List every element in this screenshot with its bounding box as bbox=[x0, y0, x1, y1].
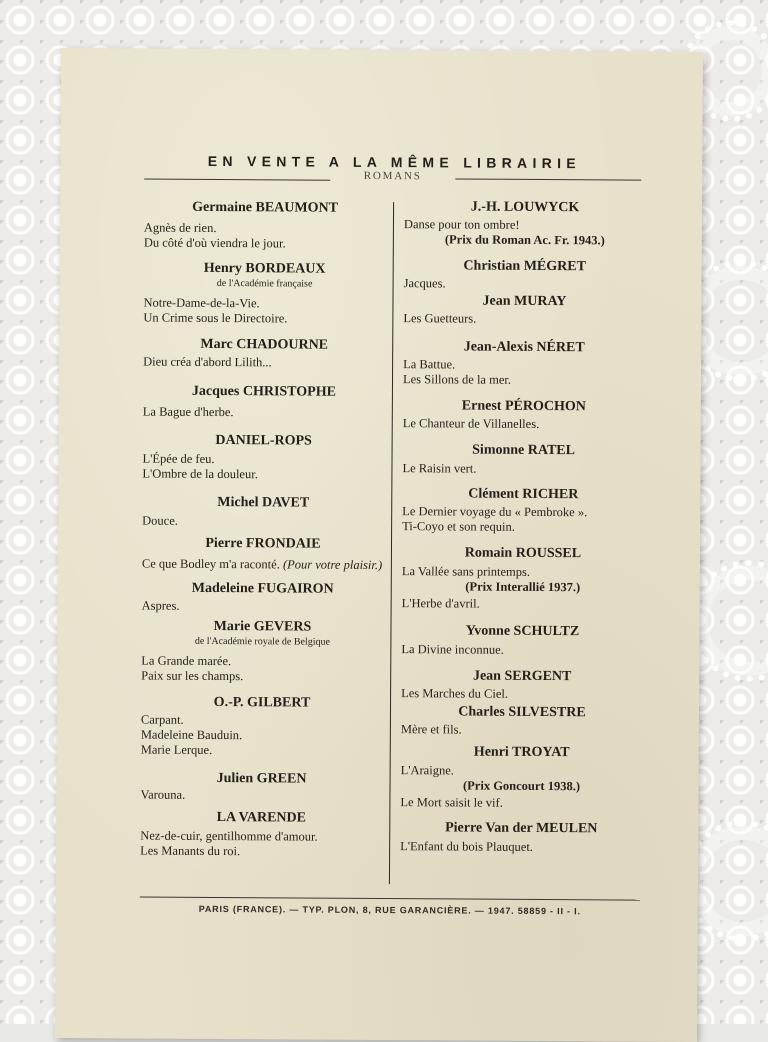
book-title: Notre-Dame-de-la-Vie. bbox=[143, 295, 260, 311]
book-entry bbox=[142, 432, 384, 483]
book-title: La Vallée sans printemps. bbox=[401, 564, 531, 579]
prize-note: (Prix Interallié 1937.) bbox=[465, 579, 581, 595]
book-back-cover bbox=[55, 48, 703, 1042]
book-title: La Battue. bbox=[403, 357, 456, 372]
printer-imprint: PARIS (FRANCE). — TYP. PLON, 8, RUE GARANCIÈRE. — 1947. 58859 - II - I. bbox=[198, 903, 581, 917]
right-book-list bbox=[400, 200, 646, 855]
book-title: Les Guetteurs. bbox=[403, 311, 477, 326]
book-title: L'Enfant du bois Plauquet. bbox=[400, 839, 533, 854]
book-title: La Bague d'herbe. bbox=[142, 404, 234, 420]
book-title-text: Ce que Bodley m'a raconté. bbox=[141, 556, 280, 572]
book-title: Le Mort saisit le vif. bbox=[400, 795, 503, 810]
book-entry bbox=[142, 580, 384, 615]
book-entry bbox=[401, 622, 643, 658]
book-entry bbox=[403, 292, 645, 327]
book-title: L'Ombre de la douleur. bbox=[142, 466, 258, 482]
author-name: Madeleine FUGAIRON bbox=[191, 580, 334, 597]
author-name: Jean-Alexis NÉRET bbox=[463, 339, 585, 356]
author-name: Romain ROUSSEL bbox=[464, 545, 582, 562]
author-name: Germaine BEAUMONT bbox=[192, 199, 339, 216]
book-entry bbox=[400, 743, 642, 811]
author-name: Charles SILVESTRE bbox=[458, 704, 586, 721]
book-title: Marie Lerque. bbox=[140, 742, 213, 757]
book-entry bbox=[141, 694, 383, 759]
book-title: Le Raisin vert. bbox=[402, 461, 477, 476]
book-title: Nez-de-cuir, gentilhomme d'amour. bbox=[140, 828, 318, 844]
book-entry bbox=[403, 338, 645, 388]
book-title: Agnès de rien. bbox=[143, 220, 217, 236]
book-title: La Divine inconnue. bbox=[401, 642, 504, 657]
author-affiliation: de l'Académie royale de Belgique bbox=[194, 635, 330, 648]
book-entry bbox=[402, 441, 644, 477]
book-title: Mère et fils. bbox=[400, 722, 462, 737]
book-entry bbox=[400, 819, 642, 855]
author-name: Jean SERGENT bbox=[472, 668, 572, 685]
author-name: Michel DAVET bbox=[217, 495, 310, 511]
author-name: Marc CHADOURNE bbox=[200, 336, 329, 353]
book-entry bbox=[404, 257, 646, 292]
author-name: Pierre FRONDAIE bbox=[205, 535, 321, 552]
book-title: Aspres. bbox=[141, 598, 180, 613]
author-name: Pierre Van der MEULEN bbox=[445, 820, 598, 837]
book-italic-note: (Pour votre plaisir.) bbox=[282, 557, 383, 573]
book-title bbox=[142, 557, 384, 573]
book-title: Du côté d'où viendra le jour. bbox=[143, 235, 286, 251]
author-name: Julien GREEN bbox=[216, 771, 307, 787]
book-entry bbox=[140, 770, 382, 804]
author-name: Henry BORDEAUX bbox=[203, 260, 326, 277]
book-entry bbox=[140, 809, 382, 860]
author-affiliation: de l'Académie française bbox=[216, 278, 313, 290]
author-name: Ernest PÉROCHON bbox=[461, 398, 586, 415]
book-entry bbox=[143, 383, 385, 421]
prize-note: (Prix du Roman Ac. Fr. 1943.) bbox=[444, 232, 605, 248]
book-title: Carpant. bbox=[140, 712, 184, 727]
column-divider bbox=[389, 202, 394, 884]
book-title: Le Dernier voyage du « Pembroke ». bbox=[402, 504, 588, 520]
author-name: Jean MURAY bbox=[482, 293, 567, 310]
book-title: Varouna. bbox=[140, 787, 186, 802]
page-subheader: ROMANS bbox=[363, 169, 422, 183]
author-name: Simonne RATEL bbox=[472, 442, 576, 459]
author-name: DANIEL-ROPS bbox=[215, 432, 312, 449]
author-name: Christian MÉGRET bbox=[463, 258, 586, 275]
book-entry bbox=[142, 535, 384, 573]
book-entry bbox=[143, 260, 385, 327]
book-title: Les Marches du Ciel. bbox=[401, 686, 509, 701]
book-entry bbox=[401, 703, 643, 738]
author-name: Yvonne SCHULTZ bbox=[465, 623, 580, 640]
book-entry bbox=[141, 618, 383, 685]
author-name: LA VARENDE bbox=[216, 810, 307, 826]
book-title: L'Araigne. bbox=[400, 763, 454, 778]
book-title: Le Chanteur de Villanelles. bbox=[402, 416, 540, 431]
book-entry bbox=[142, 494, 384, 530]
book-entry bbox=[143, 336, 385, 371]
left-book-list bbox=[140, 199, 386, 860]
book-entry bbox=[402, 485, 644, 535]
author-name: Jacques CHRISTOPHE bbox=[191, 383, 336, 400]
book-title: Les Manants du roi. bbox=[140, 843, 241, 859]
book-entry bbox=[402, 544, 644, 612]
book-entry bbox=[144, 199, 386, 252]
book-entry bbox=[401, 667, 643, 702]
footer-rule bbox=[140, 897, 640, 901]
book-title: Danse pour ton ombre! bbox=[403, 217, 520, 232]
prize-note: (Prix Goncourt 1938.) bbox=[462, 778, 581, 794]
book-title: Douce. bbox=[142, 513, 178, 528]
author-name: Clément RICHER bbox=[468, 486, 579, 503]
author-name: Marie GEVERS bbox=[213, 618, 312, 635]
book-title: L'Épée de feu. bbox=[142, 451, 215, 466]
book-entry bbox=[404, 198, 646, 248]
book-title: L'Herbe d'avril. bbox=[401, 596, 480, 611]
book-title: Madeleine Bauduin. bbox=[140, 727, 243, 743]
author-name: J.-H. LOUWYCK bbox=[470, 199, 580, 216]
header-rule-left bbox=[144, 179, 330, 181]
book-entry bbox=[403, 397, 645, 432]
book-title: Ti-Coyo et son requin. bbox=[402, 519, 515, 534]
book-title: Un Crime sous le Directoire. bbox=[143, 310, 288, 326]
page-header: EN VENTE A LA MÊME LIBRAIRIE bbox=[207, 152, 581, 172]
book-title: La Grande marée. bbox=[141, 653, 232, 669]
book-title: Les Sillons de la mer. bbox=[402, 372, 512, 387]
author-name: Henri TROYAT bbox=[473, 744, 570, 761]
book-title: Jacques. bbox=[403, 276, 446, 291]
header-rule-right bbox=[455, 178, 641, 180]
author-name: O.-P. GILBERT bbox=[213, 694, 311, 711]
book-title: Paix sur les champs. bbox=[141, 668, 244, 684]
book-title: Dieu créa d'abord Lilith... bbox=[143, 354, 272, 370]
